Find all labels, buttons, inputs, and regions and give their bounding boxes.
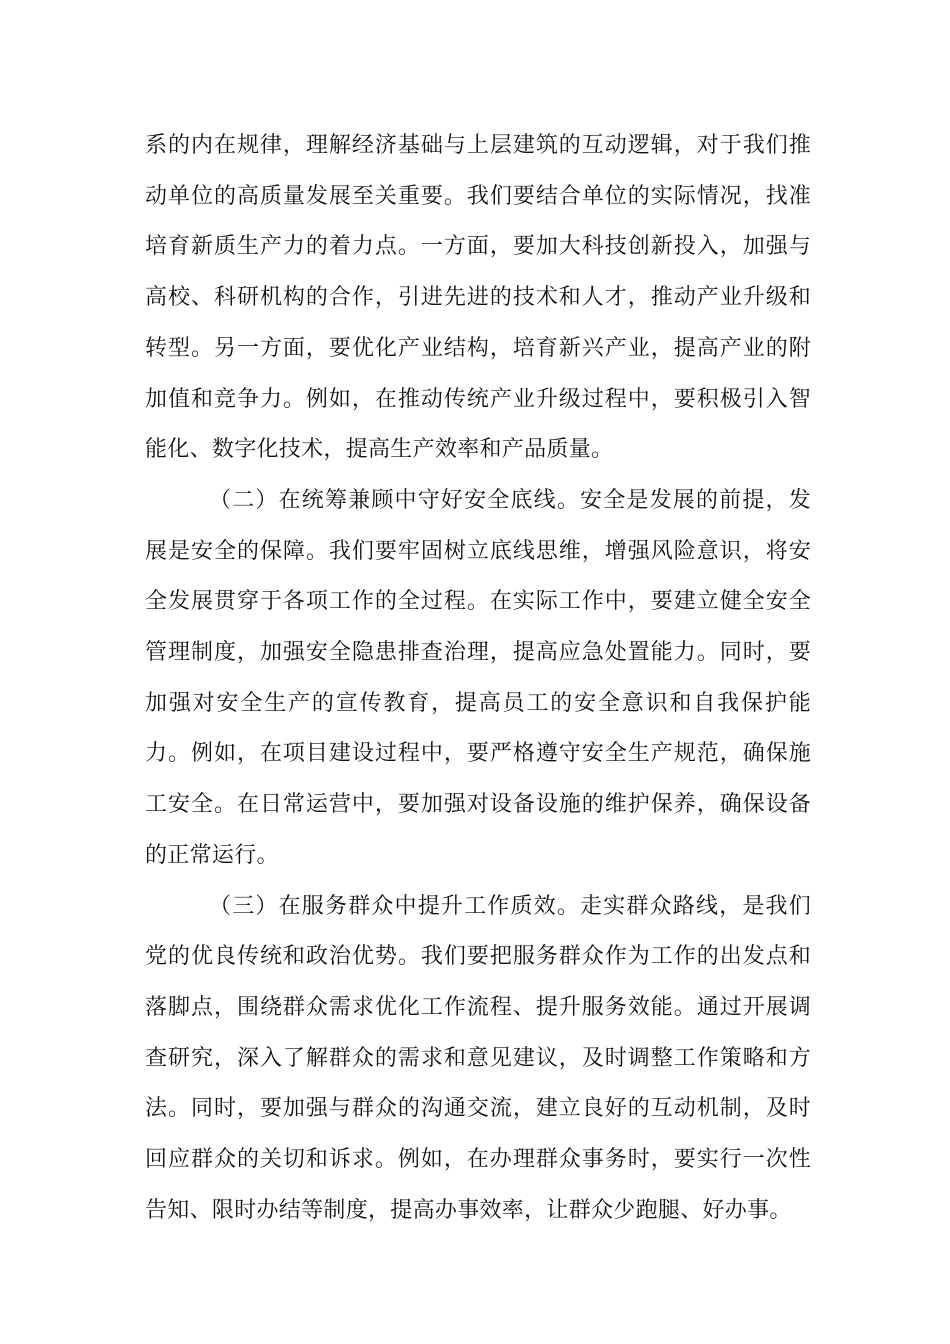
paragraph-section-two: （二）在统筹兼顾中守好安全底线。安全是发展的前提，发展是安全的保障。我们要牢固树立底线思维，增强风险意识，将安全发展贯穿于各项工作的全过程。在实际工作中，要建立健全安全管理制度，加强安全隐患排查治理，提高应急处置能力。同时，要加强对安全生产的宣传教育，提高员工的安全意识和自我保护能力。例如，在项目建设过程中，要严格遵守安全生产规范，确保施工安全。在日常运营中，要加强对设备设施的维护保养，确保设备的正常运行。 (145, 487, 811, 868)
paragraph-section-three: （三）在服务群众中提升工作质效。走实群众路线，是我们党的优良传统和政治优势。我们要把服务群众作为工作的出发点和落脚点，围绕群众需求优化工作流程、提升服务效能。通过开展调查研究，深入了解群众的需求和意见建议，及时调整工作策略和方法。同时，要加强与群众的沟通交流，建立良好的互动机制，及时回应群众的关切和诉求。例如，在办理群众事务时，要实行一次性告知、限时办结等制度，提高办事效率，让群众少跑腿、好办事。 (145, 893, 811, 1223)
document-body (145, 121, 811, 1236)
paragraph-continuation: 系的内在规律，理解经济基础与上层建筑的互动逻辑，对于我们推动单位的高质量发展至关重要。我们要结合单位的实际情况，找准培育新质生产力的着力点。一方面，要加大科技创新投入，加强与高校、科研机构的合作，引进先进的技术和人才，推动产业升级和转型。另一方面，要优化产业结构，培育新兴产业，提高产业的附加值和竞争力。例如，在推动传统产业升级过程中，要积极引入智能化、数字化技术，提高生产效率和产品质量。 (145, 133, 811, 463)
